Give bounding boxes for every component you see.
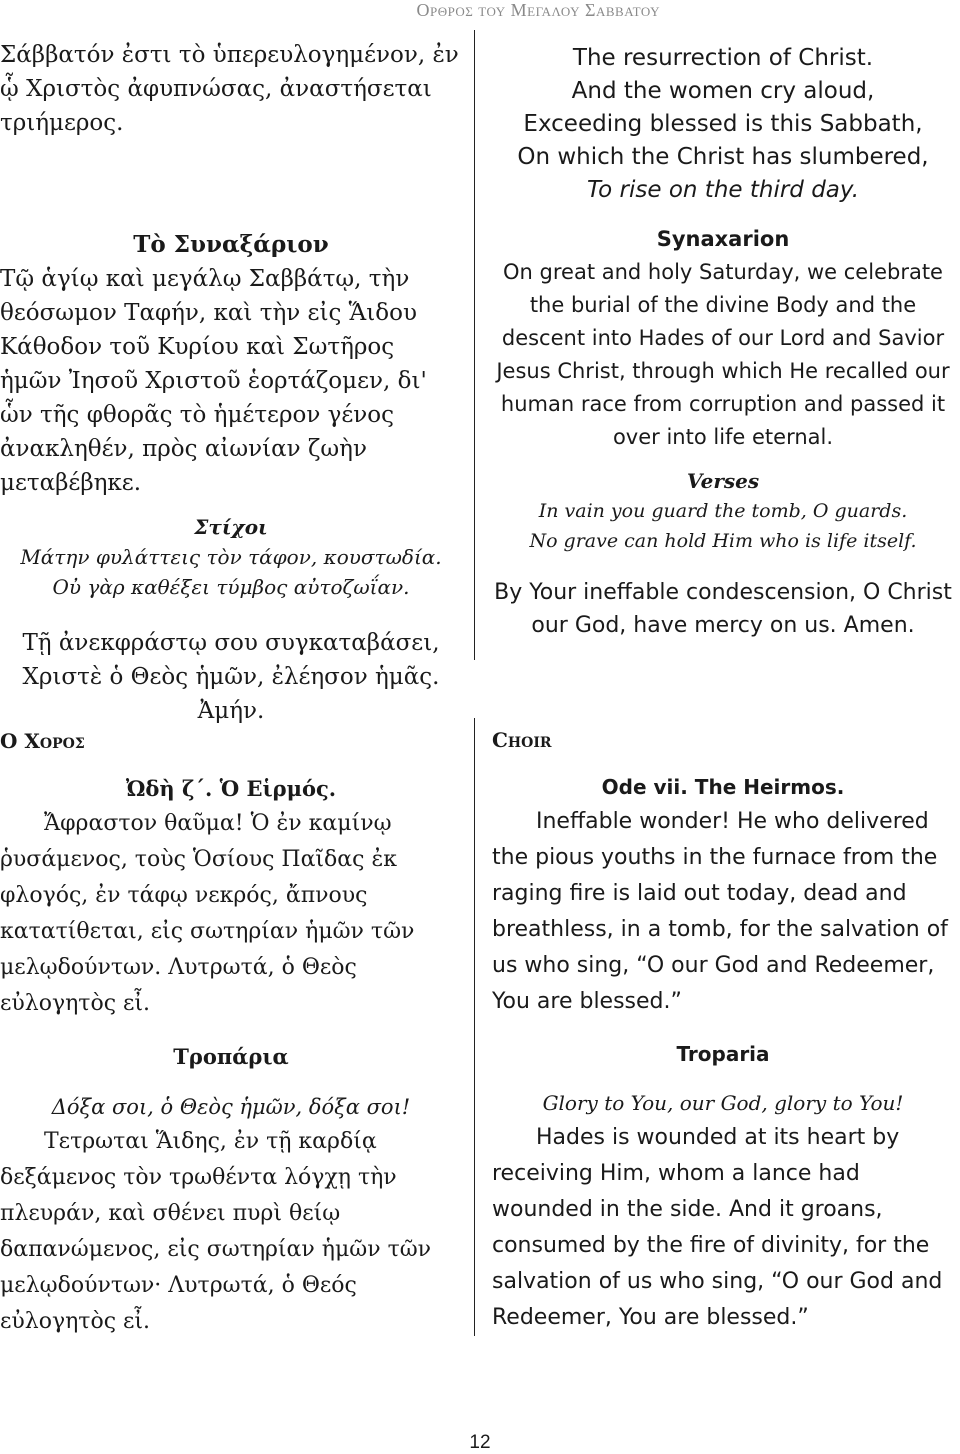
greek-column-section1: [0, 38, 462, 728]
greek-synaxarion-text: Τῷ ἁγίῳ καὶ μεγάλῳ Σαββάτῳ, τὴν θεόσωμον Ταφήν, καὶ τὴν εἰς Ἅιδου Κάθοδον τοῦ Κυρίου καὶ Σωτῆρος ἡμῶν Ἰησοῦ Χριστοῦ ἑορτάζομεν, δι' ὧν τῆς φθορᾶς τὸ ἡμέτερον γένος ἀνακληθέν, πρὸς αἰωνίαν ζωὴν μεταβέβηκε.: [0, 266, 427, 496]
column-divider-bottom: [474, 718, 475, 1336]
english-verse-1: In vain you guard the tomb, O guards.: [538, 500, 908, 522]
greek-synaxarion-title: Τὸ Συναξάριον: [133, 231, 329, 258]
english-synaxarion-text: On great and holy Saturday, we celebrate the burial of the divine Body and the descent into Hades of our Lord and Savior Jesus Christ, through which He recalled our human race from corruption and passed it over into life eternal.: [496, 260, 950, 449]
greek-hymn-end: Σάββατόν ἐστι τὸ ὑπερευλογημένον, ἐν ᾧ Χριστὸς ἀφυπνώσας, ἀναστήσεται τριήμερος.: [0, 42, 459, 136]
english-hymn-line-1: The resurrection of Christ.: [572, 45, 874, 71]
english-hymn-line-3: Exceeding blessed is this Sabbath,: [523, 111, 923, 137]
greek-ode-title: Ὠδὴ ζ΄. Ὁ Εἱρμός.: [125, 776, 337, 801]
running-header: Ορθρος του Μεγαλου Σαββατου: [416, 0, 660, 20]
english-verses-title: Verses: [686, 469, 760, 493]
column-divider-top: [474, 30, 475, 660]
greek-troparia-title: Τροπάρια: [173, 1044, 289, 1069]
greek-heirmos: Ἄφραστον θαῦμα! Ὁ ἐν καμίνῳ ῥυσάμενος, τοὺς Ὁσίους Παῖδας ἐκ φλογός, ἐν τάφῳ νεκρός, ἄπνους κατατίθεται, εἰς σωτηρίαν ἡμῶν τῶν μελῳδούντων. Λυτρωτά, ὁ Θεὸς εὐλογητὸς εἶ.: [0, 811, 415, 1016]
greek-closing: Τῇ ἀνεκφράστῳ σου συγκαταβάσει, Χριστὲ ὁ Θεὸς ἡμῶν, ἐλέησον ἡμᾶς. Ἀμήν.: [22, 630, 440, 724]
greek-choir-label: Ο Χορος: [0, 729, 85, 753]
english-ode-title: Ode vii. The Heirmos.: [601, 775, 845, 799]
english-refrain: Glory to You, our God, glory to You!: [542, 1091, 904, 1115]
english-hymn-line-2: And the women cry aloud,: [571, 78, 875, 104]
english-hymn-line-5: To rise on the third day.: [586, 177, 860, 203]
page-number: 12: [469, 1432, 491, 1453]
english-heirmos: Ineffable wonder! He who delivered the pious youths in the furnace from the raging fire is laid out today, dead and breathless, in a tomb, for the salvation of us who sing, “O our God and Redeemer, You are blessed.”: [492, 809, 948, 1014]
english-column-section1: [492, 42, 954, 642]
english-verse-2: No grave can hold Him who is life itself.: [529, 530, 917, 552]
english-column-section2: [492, 724, 954, 1336]
english-troparia-title: Troparia: [676, 1042, 770, 1066]
english-troparion: Hades is wounded at its heart by receiving Him, whom a lance had wounded in the side. And it groans, consumed by the fire of divinity, for the salvation of us who sing, “O our God and Redeemer, You are blessed.”: [492, 1125, 943, 1330]
greek-verse-2: Οὐ γὰρ καθέξει τύμβος αὐτοζωΐαν.: [52, 575, 410, 599]
english-choir-label: Choir: [492, 728, 552, 752]
english-closing: By Your ineffable condescension, O Christ our God, have mercy on us. Amen.: [494, 580, 952, 638]
english-hymn-line-4: On which the Christ has slumbered,: [517, 144, 929, 170]
greek-column-section2: [0, 724, 462, 1340]
greek-troparion: Τετρωται Ἅιδης, ἐν τῇ καρδίᾳ δεξάμενος τὸν τρωθέντα λόγχῃ τὴν πλευράν, καὶ σθένει πυρὶ θείῳ δαπανώμενος, εἰς σωτηρίαν ἡμῶν τῶν μελῳδούντων· Λυτρωτά, ὁ Θεός εὐλογητὸς εἶ.: [0, 1129, 432, 1334]
greek-verses-title: Στίχοι: [194, 515, 268, 539]
greek-verse-1: Μάτην φυλάττεις τὸν τάφον, κουστωδία.: [20, 545, 442, 569]
greek-refrain: Δόξα σοι, ὁ Θεὸς ἡμῶν, δόξα σοι!: [51, 1095, 411, 1119]
english-synaxarion-title: Synaxarion: [656, 227, 790, 251]
